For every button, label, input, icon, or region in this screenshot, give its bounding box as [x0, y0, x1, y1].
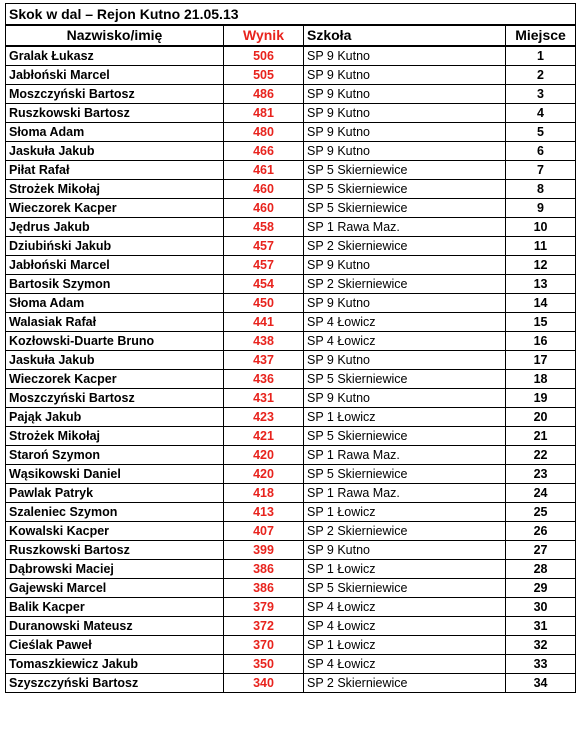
table-title: Skok w dal – Rejon Kutno 21.05.13: [6, 4, 576, 26]
result-score: 420: [224, 465, 304, 484]
table-row: [6, 484, 576, 503]
school-name: SP 1 Łowicz: [304, 408, 506, 427]
school-name: SP 1 Łowicz: [304, 560, 506, 579]
athlete-name: Słoma Adam: [6, 294, 224, 313]
school-name: SP 4 Łowicz: [304, 332, 506, 351]
result-score: 460: [224, 180, 304, 199]
table-row: [6, 351, 576, 370]
result-score: 505: [224, 66, 304, 85]
place-number: 1: [506, 46, 576, 66]
header-school: Szkoła: [304, 25, 506, 46]
school-name: SP 4 Łowicz: [304, 655, 506, 674]
result-score: 407: [224, 522, 304, 541]
school-name: SP 5 Skierniewice: [304, 579, 506, 598]
athlete-name: Jabłoński Marcel: [6, 256, 224, 275]
school-name: SP 5 Skierniewice: [304, 370, 506, 389]
athlete-name: Wieczorek Kacper: [6, 199, 224, 218]
result-score: 372: [224, 617, 304, 636]
table-row: [6, 294, 576, 313]
table-row: [6, 180, 576, 199]
result-score: 386: [224, 560, 304, 579]
athlete-name: Tomaszkiewicz Jakub: [6, 655, 224, 674]
athlete-name: Jaskuła Jakub: [6, 142, 224, 161]
athlete-name: Walasiak Rafał: [6, 313, 224, 332]
result-score: 441: [224, 313, 304, 332]
school-name: SP 9 Kutno: [304, 256, 506, 275]
table-row: [6, 427, 576, 446]
athlete-name: Jaskuła Jakub: [6, 351, 224, 370]
school-name: SP 1 Łowicz: [304, 636, 506, 655]
school-name: SP 9 Kutno: [304, 46, 506, 66]
result-score: 486: [224, 85, 304, 104]
table-row: [6, 465, 576, 484]
result-score: 480: [224, 123, 304, 142]
place-number: 24: [506, 484, 576, 503]
school-name: SP 2 Skierniewice: [304, 522, 506, 541]
result-score: 438: [224, 332, 304, 351]
table-row: [6, 46, 576, 66]
athlete-name: Kozłowski-Duarte Bruno: [6, 332, 224, 351]
place-number: 29: [506, 579, 576, 598]
place-number: 12: [506, 256, 576, 275]
athlete-name: Ruszkowski Bartosz: [6, 541, 224, 560]
table-row: [6, 655, 576, 674]
athlete-name: Dąbrowski Maciej: [6, 560, 224, 579]
school-name: SP 9 Kutno: [304, 123, 506, 142]
results-table: [5, 3, 576, 693]
table-row: [6, 313, 576, 332]
result-score: 370: [224, 636, 304, 655]
place-number: 21: [506, 427, 576, 446]
table-row: [6, 674, 576, 693]
place-number: 8: [506, 180, 576, 199]
school-name: SP 9 Kutno: [304, 66, 506, 85]
school-name: SP 9 Kutno: [304, 104, 506, 123]
place-number: 9: [506, 199, 576, 218]
result-score: 506: [224, 46, 304, 66]
result-score: 421: [224, 427, 304, 446]
athlete-name: Strożek Mikołaj: [6, 427, 224, 446]
place-number: 2: [506, 66, 576, 85]
table-row: [6, 389, 576, 408]
place-number: 3: [506, 85, 576, 104]
result-score: 457: [224, 256, 304, 275]
place-number: 19: [506, 389, 576, 408]
athlete-name: Gralak Łukasz: [6, 46, 224, 66]
table-row: [6, 218, 576, 237]
result-score: 431: [224, 389, 304, 408]
athlete-name: Balik Kacper: [6, 598, 224, 617]
school-name: SP 2 Skierniewice: [304, 237, 506, 256]
header-row: [6, 25, 576, 46]
place-number: 27: [506, 541, 576, 560]
table-row: [6, 85, 576, 104]
athlete-name: Staroń Szymon: [6, 446, 224, 465]
table-row: [6, 446, 576, 465]
header-score: Wynik: [224, 25, 304, 46]
school-name: SP 5 Skierniewice: [304, 161, 506, 180]
athlete-name: Bartosik Szymon: [6, 275, 224, 294]
athlete-name: Cieślak Paweł: [6, 636, 224, 655]
result-score: 454: [224, 275, 304, 294]
school-name: SP 4 Łowicz: [304, 313, 506, 332]
school-name: SP 9 Kutno: [304, 541, 506, 560]
place-number: 11: [506, 237, 576, 256]
place-number: 10: [506, 218, 576, 237]
table-row: [6, 256, 576, 275]
school-name: SP 1 Łowicz: [304, 503, 506, 522]
athlete-name: Szyszczyński Bartosz: [6, 674, 224, 693]
result-score: 461: [224, 161, 304, 180]
place-number: 30: [506, 598, 576, 617]
result-score: 458: [224, 218, 304, 237]
athlete-name: Pająk Jakub: [6, 408, 224, 427]
table-row: [6, 560, 576, 579]
place-number: 32: [506, 636, 576, 655]
athlete-name: Jabłoński Marcel: [6, 66, 224, 85]
table-row: [6, 332, 576, 351]
table-row: [6, 617, 576, 636]
place-number: 25: [506, 503, 576, 522]
school-name: SP 4 Łowicz: [304, 617, 506, 636]
place-number: 6: [506, 142, 576, 161]
athlete-name: Moszczyński Bartosz: [6, 389, 224, 408]
table-row: [6, 579, 576, 598]
place-number: 15: [506, 313, 576, 332]
school-name: SP 5 Skierniewice: [304, 427, 506, 446]
school-name: SP 2 Skierniewice: [304, 674, 506, 693]
athlete-name: Słoma Adam: [6, 123, 224, 142]
result-score: 457: [224, 237, 304, 256]
place-number: 22: [506, 446, 576, 465]
place-number: 20: [506, 408, 576, 427]
result-score: 420: [224, 446, 304, 465]
table-row: [6, 408, 576, 427]
school-name: SP 5 Skierniewice: [304, 180, 506, 199]
header-place: Miejsce: [506, 25, 576, 46]
school-name: SP 5 Skierniewice: [304, 199, 506, 218]
result-score: 399: [224, 541, 304, 560]
table-row: [6, 275, 576, 294]
athlete-name: Gajewski Marcel: [6, 579, 224, 598]
athlete-name: Duranowski Mateusz: [6, 617, 224, 636]
result-score: 436: [224, 370, 304, 389]
table-row: [6, 522, 576, 541]
result-score: 418: [224, 484, 304, 503]
place-number: 31: [506, 617, 576, 636]
table-row: [6, 598, 576, 617]
table-row: [6, 142, 576, 161]
table-row: [6, 636, 576, 655]
place-number: 28: [506, 560, 576, 579]
results-body: [6, 46, 576, 693]
place-number: 23: [506, 465, 576, 484]
result-score: 481: [224, 104, 304, 123]
place-number: 7: [506, 161, 576, 180]
school-name: SP 1 Rawa Maz.: [304, 446, 506, 465]
school-name: SP 9 Kutno: [304, 142, 506, 161]
title-row: [6, 4, 576, 26]
athlete-name: Moszczyński Bartosz: [6, 85, 224, 104]
place-number: 13: [506, 275, 576, 294]
table-row: [6, 66, 576, 85]
result-score: 437: [224, 351, 304, 370]
athlete-name: Kowalski Kacper: [6, 522, 224, 541]
school-name: SP 1 Rawa Maz.: [304, 484, 506, 503]
table-row: [6, 123, 576, 142]
table-row: [6, 161, 576, 180]
athlete-name: Wąsikowski Daniel: [6, 465, 224, 484]
athlete-name: Jędrus Jakub: [6, 218, 224, 237]
athlete-name: Dziubiński Jakub: [6, 237, 224, 256]
school-name: SP 9 Kutno: [304, 351, 506, 370]
result-score: 413: [224, 503, 304, 522]
school-name: SP 1 Rawa Maz.: [304, 218, 506, 237]
school-name: SP 5 Skierniewice: [304, 465, 506, 484]
athlete-name: Szaleniec Szymon: [6, 503, 224, 522]
school-name: SP 4 Łowicz: [304, 598, 506, 617]
athlete-name: Pawlak Patryk: [6, 484, 224, 503]
table-row: [6, 237, 576, 256]
table-row: [6, 370, 576, 389]
athlete-name: Piłat Rafał: [6, 161, 224, 180]
school-name: SP 9 Kutno: [304, 85, 506, 104]
table-row: [6, 104, 576, 123]
table-row: [6, 199, 576, 218]
result-score: 460: [224, 199, 304, 218]
result-score: 340: [224, 674, 304, 693]
school-name: SP 2 Skierniewice: [304, 275, 506, 294]
school-name: SP 9 Kutno: [304, 294, 506, 313]
result-score: 379: [224, 598, 304, 617]
school-name: SP 9 Kutno: [304, 389, 506, 408]
table-row: [6, 503, 576, 522]
place-number: 4: [506, 104, 576, 123]
result-score: 423: [224, 408, 304, 427]
place-number: 16: [506, 332, 576, 351]
result-score: 350: [224, 655, 304, 674]
header-name: Nazwisko/imię: [6, 25, 224, 46]
place-number: 18: [506, 370, 576, 389]
place-number: 5: [506, 123, 576, 142]
place-number: 33: [506, 655, 576, 674]
place-number: 34: [506, 674, 576, 693]
place-number: 14: [506, 294, 576, 313]
place-number: 17: [506, 351, 576, 370]
athlete-name: Strożek Mikołaj: [6, 180, 224, 199]
result-score: 466: [224, 142, 304, 161]
athlete-name: Wieczorek Kacper: [6, 370, 224, 389]
table-row: [6, 541, 576, 560]
athlete-name: Ruszkowski Bartosz: [6, 104, 224, 123]
place-number: 26: [506, 522, 576, 541]
result-score: 450: [224, 294, 304, 313]
result-score: 386: [224, 579, 304, 598]
